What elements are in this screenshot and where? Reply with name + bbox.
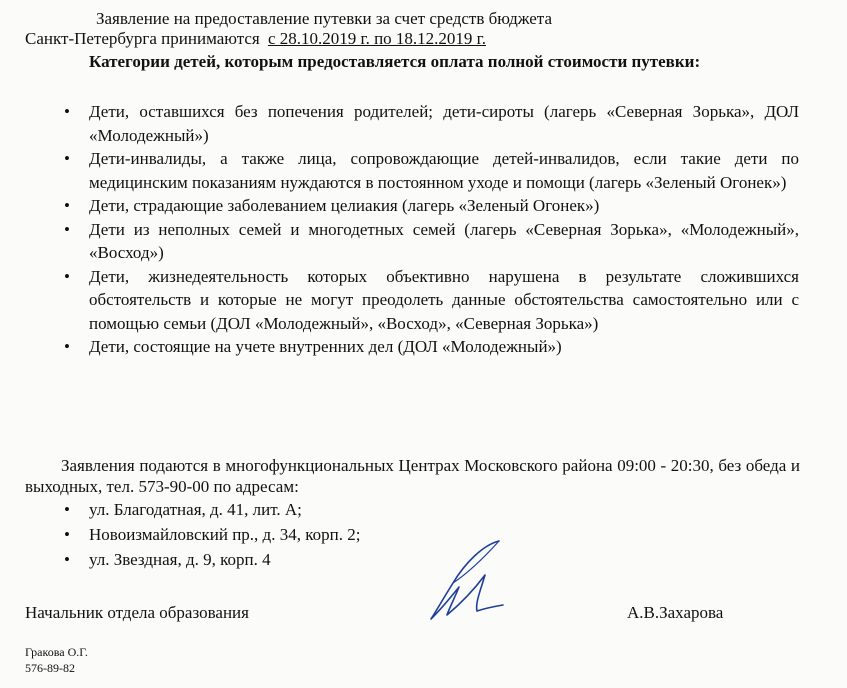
executor-name: Гракова О.Г. xyxy=(25,645,88,659)
application-info: Заявления подаются в многофункциональных Центрах Московского района 09:00 - 20:30, без обеда и выходных, тел. 573-90-00 по адресам: xyxy=(25,456,800,496)
categories-title: Категории детей, которым предоставляется оплата полной стоимости путевки: xyxy=(89,52,701,71)
categories-list xyxy=(62,100,799,359)
category-item: • Дети, оставшихся без попечения родителей; дети-сироты (лагерь «Северная Зорька», ДОЛ «Молодежный») xyxy=(62,100,799,147)
address-item: • ул. Звездная, д. 9, корп. 4 xyxy=(62,547,562,572)
category-item: • Дети, жизнедеятельность которых объективно нарушена в результате сложившихся обстоятельств и которые не могут преодолеть данные обстоятельства самостоятельно или с помощью семьи (ДОЛ «Молодежный», «Восход», «Северная Зорька») xyxy=(62,265,799,336)
executor-info xyxy=(25,644,88,676)
signer-position: Начальник отдела образования xyxy=(25,603,249,622)
application-dates: с 28.10.2019 г. по 18.12.2019 г. xyxy=(267,29,486,48)
category-item: • Дети-инвалиды, а также лица, сопровождающие детей-инвалидов, если такие дети по медицинским показаниям нуждаются в постоянном уходе и помощи (лагерь «Зеленый Огонек») xyxy=(62,147,799,194)
handwritten-signature xyxy=(425,535,510,625)
category-item: • Дети, страдающие заболеванием целиакия (лагерь «Зеленый Огонек») xyxy=(62,194,799,218)
address-item: • ул. Благодатная, д. 41, лит. А; xyxy=(62,497,562,522)
category-item: • Дети из неполных семей и многодетных семей (лагерь «Северная Зорька», «Молодежный», «Восход») xyxy=(62,218,799,265)
header-line-2 xyxy=(25,29,486,49)
category-item: • Дети, состоящие на учете внутренних дел (ДОЛ «Молодежный») xyxy=(62,335,799,359)
signer-name: А.В.Захарова xyxy=(627,603,724,622)
address-item: • Новоизмайловский пр., д. 34, корп. 2; xyxy=(62,522,562,547)
executor-phone: 576-89-82 xyxy=(25,661,75,675)
header-line-2-prefix: Санкт-Петербурга принимаются xyxy=(25,29,260,48)
header-line-1: Заявление на предоставление путевки за счет средств бюджета xyxy=(96,9,552,28)
